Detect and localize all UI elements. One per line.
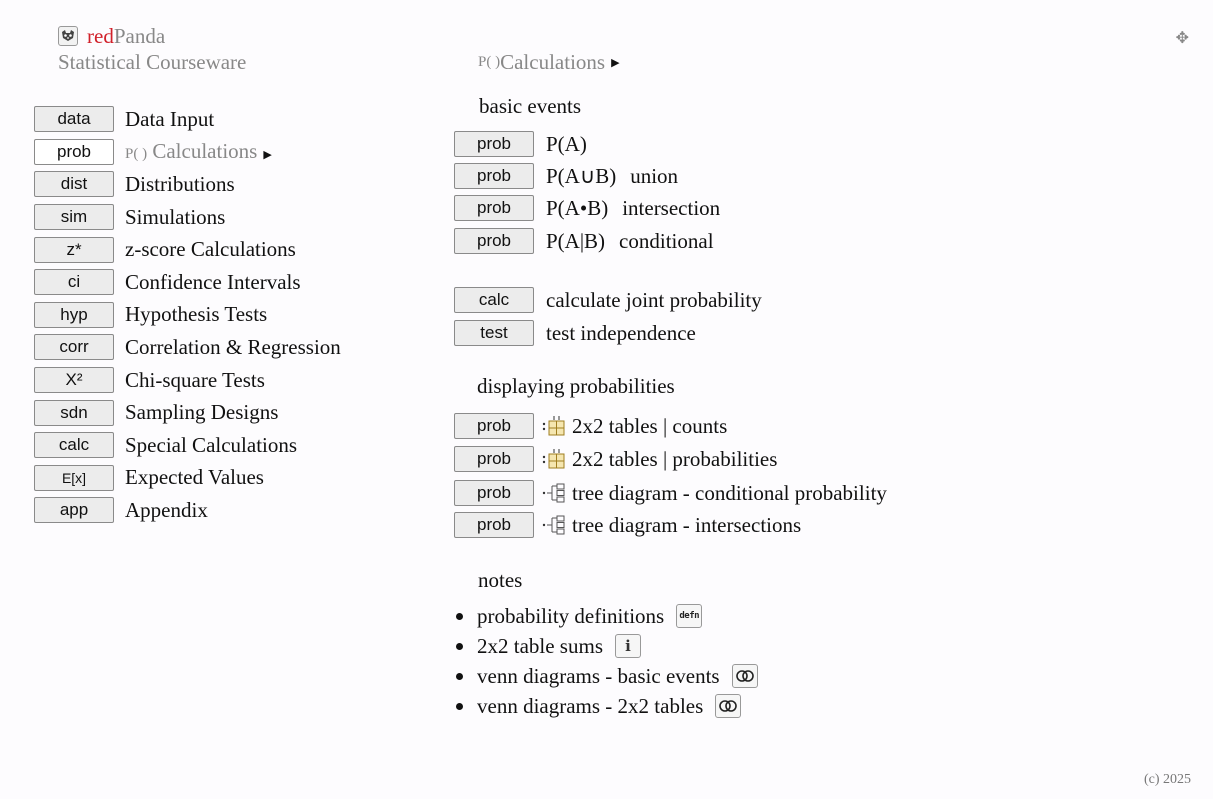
list-item — [456, 631, 758, 661]
nav-label: Chi-square Tests — [125, 367, 265, 392]
caret-right-icon: ▶ — [263, 148, 272, 162]
nav-item-calc — [34, 429, 341, 462]
display-label: tree diagram - intersections — [572, 512, 802, 537]
list-item — [454, 478, 887, 508]
prob-button[interactable]: prob — [454, 131, 534, 157]
nav-item-app — [34, 494, 341, 527]
display-label: 2x2 tables | counts — [572, 413, 728, 438]
calc-button[interactable]: calc — [34, 432, 114, 458]
list-item — [456, 691, 758, 721]
nav-item-prob — [34, 136, 341, 169]
bullet — [456, 703, 463, 710]
brand-name — [87, 24, 165, 49]
nav-label: Expected Values — [125, 465, 264, 490]
list-item — [454, 444, 777, 474]
list-item — [454, 226, 714, 256]
nav-item-sim — [34, 201, 341, 234]
event-formula: P(A•B) — [546, 195, 609, 220]
section-title-notes: notes — [478, 568, 523, 592]
event-tag: intersection — [622, 195, 721, 220]
nav-label: z-score Calculations — [125, 237, 296, 262]
nav-label: Confidence Intervals — [125, 269, 301, 294]
page-title-prefix: P( ) — [478, 54, 501, 70]
event-label — [546, 164, 678, 189]
nav-item-z — [34, 233, 341, 266]
nav-label: Hypothesis Tests — [125, 302, 268, 327]
nav-item-hyp — [34, 299, 341, 332]
main-navigation — [34, 103, 341, 527]
page-title — [478, 50, 620, 75]
prob-button[interactable]: prob — [454, 512, 534, 538]
section-title-basic-events: basic events — [479, 94, 582, 118]
nav-item-data — [34, 103, 341, 136]
caret-right-icon: ▶ — [611, 56, 620, 69]
copyright-footer: (c) 2025 — [1143, 772, 1191, 787]
nav-item-chi — [34, 364, 341, 397]
event-label: P(A) — [546, 131, 587, 156]
section-title-displaying: displaying probabilities — [477, 374, 675, 398]
brand-name-gray: Panda — [113, 23, 166, 48]
info-icon[interactable] — [615, 634, 641, 658]
nav-label: Special Calculations — [125, 432, 298, 457]
bullet — [456, 673, 463, 680]
nav-label: Simulations — [125, 204, 226, 229]
nav-label-text: Calculations — [147, 139, 258, 164]
list-item — [454, 129, 587, 159]
display-label: 2x2 tables | probabilities — [572, 446, 778, 471]
list-item — [454, 411, 727, 441]
nav-item-dist — [34, 168, 341, 201]
tree-diagram-icon — [542, 482, 566, 504]
venn-icon[interactable] — [715, 694, 741, 718]
prob-button[interactable]: prob — [454, 163, 534, 189]
note-label: 2x2 table sums — [477, 633, 603, 658]
bullet — [456, 643, 463, 650]
prob-button[interactable]: prob — [454, 228, 534, 254]
z-score-button[interactable]: z* — [34, 237, 114, 263]
event-label — [546, 229, 714, 254]
list-item — [456, 661, 758, 691]
note-label: probability definitions — [477, 603, 665, 628]
brand-subtitle: Statistical Courseware — [58, 50, 247, 74]
chi-square-button[interactable]: X² — [34, 367, 114, 393]
event-formula: P(A∪B) — [546, 163, 617, 188]
prob-button[interactable]: prob — [34, 139, 114, 165]
test-button[interactable]: test — [454, 320, 534, 346]
definition-icon[interactable] — [676, 604, 702, 628]
note-label: venn diagrams - basic events — [477, 663, 720, 688]
note-label: venn diagrams - 2x2 tables — [477, 693, 704, 718]
definition-icon-text: defn — [679, 611, 700, 621]
prob-button[interactable]: prob — [454, 413, 534, 439]
expected-value-button-label: E[x] — [61, 469, 87, 486]
venn-icon[interactable] — [732, 664, 758, 688]
data-button[interactable]: data — [34, 106, 114, 132]
tool-label: test independence — [546, 320, 696, 345]
hyp-button[interactable]: hyp — [34, 302, 114, 328]
brand-header — [58, 22, 246, 75]
dist-button[interactable]: dist — [34, 171, 114, 197]
ci-button[interactable]: ci — [34, 269, 114, 295]
event-label — [546, 196, 720, 221]
table-grid-icon — [542, 415, 566, 437]
nav-item-ci — [34, 266, 341, 299]
calc-button[interactable]: calc — [454, 287, 534, 313]
expected-value-button[interactable] — [34, 465, 114, 491]
tool-label: calculate joint probability — [546, 287, 762, 312]
app-button[interactable]: app — [34, 497, 114, 523]
list-item — [454, 161, 678, 191]
prob-button[interactable]: prob — [454, 480, 534, 506]
list-item — [454, 510, 801, 540]
nav-label: Appendix — [125, 497, 208, 522]
info-icon-text: i — [625, 637, 631, 655]
nav-label-prefix: P( ) — [125, 146, 148, 163]
sdn-button[interactable]: sdn — [34, 400, 114, 426]
display-label: tree diagram - conditional probability — [572, 480, 887, 505]
bullet — [456, 613, 463, 620]
red-panda-logo-icon — [58, 26, 78, 46]
brand-name-red: red — [87, 23, 114, 48]
tree-diagram-icon — [542, 514, 566, 536]
corr-button[interactable]: corr — [34, 334, 114, 360]
table-grid-icon — [542, 448, 566, 470]
list-item — [454, 193, 720, 223]
list-item — [454, 285, 762, 315]
nav-label: Data Input — [125, 106, 215, 131]
event-formula: P(A|B) — [546, 228, 606, 253]
nav-label-active — [125, 139, 272, 164]
nav-item-corr — [34, 331, 341, 364]
notes-list — [456, 601, 758, 721]
prob-button[interactable]: prob — [454, 195, 534, 221]
event-tag: conditional — [619, 228, 714, 253]
nav-item-sdn — [34, 396, 341, 429]
event-tag: union — [630, 163, 679, 188]
nav-item-ex — [34, 462, 341, 495]
list-item — [456, 601, 758, 631]
nav-label: Sampling Designs — [125, 400, 279, 425]
page-title-text: Calculations — [500, 50, 606, 74]
move-handle-icon[interactable]: ✥ — [1175, 28, 1189, 47]
nav-label: Distributions — [125, 171, 235, 196]
list-item — [454, 318, 696, 348]
nav-label: Correlation & Regression — [125, 334, 341, 359]
sim-button[interactable]: sim — [34, 204, 114, 230]
prob-button[interactable]: prob — [454, 446, 534, 472]
